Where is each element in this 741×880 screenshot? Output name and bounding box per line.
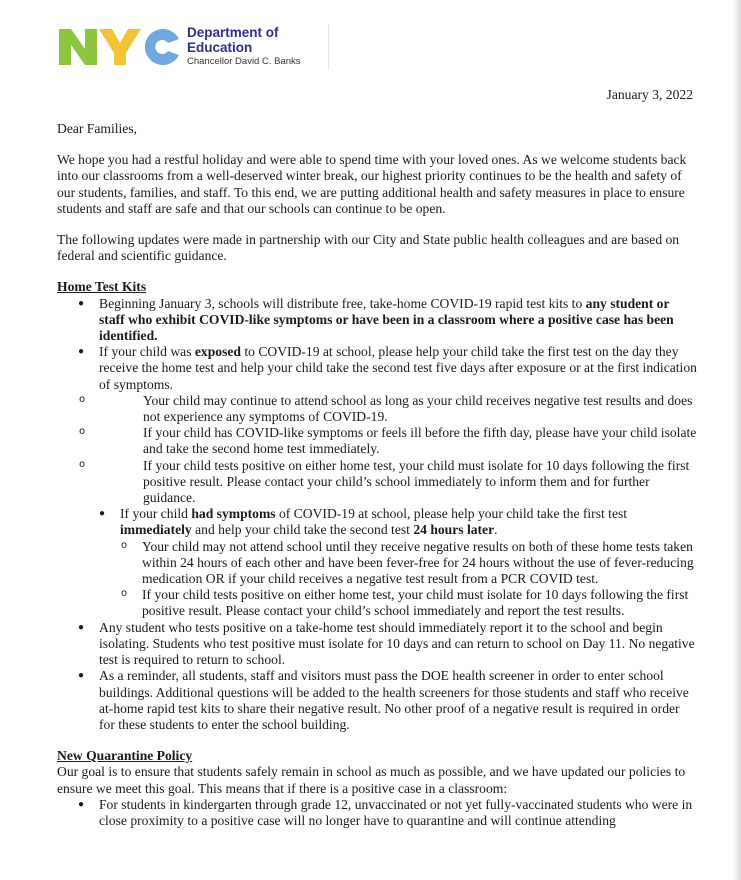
item-text: and help your child take the second test — [191, 522, 414, 538]
letter-date: January 3, 2022 — [606, 87, 693, 102]
list-item — [99, 506, 697, 538]
item-text: If your child — [120, 506, 192, 522]
updates-paragraph: The following updates were made in partnership with our City and State public health colleagues and are based on federal and scientific guidance. — [57, 232, 680, 264]
quarantine-intro: Our goal is to ensure that students safely remain in school as much as possible, and we have updated our policies to ensure we meet this goal. This means that if there is a positive case in a classroom: — [57, 764, 686, 796]
item-emphasis: exposed — [194, 344, 241, 360]
quarantine-list — [57, 797, 697, 829]
section-heading-quarantine-policy: New Quarantine Policy — [57, 748, 193, 764]
item-emphasis: any student or staff who exhibit COVID-like symptoms or have been in a classroom where a positive case has been identified. — [99, 295, 674, 344]
sub-list-item: o If your child tests positive on either home test, your child must isolate for 10 days following the first positive result. Please contact your child’s school immediately to inform them and for further guidance. — [57, 458, 697, 507]
list-item: ● As a reminder, all students, staff and visitors must pass the DOE health screener in order to enter school buildings. Additional questions will be added to the health screeners for those students and staff who receive at-home rapid test kits to share their negative result. No other proof of a negative result is required in order for these students to enter the school building. — [57, 668, 697, 733]
letter-body — [57, 121, 697, 829]
item-text: of COVID-19 at school, please help your child take the first test — [275, 506, 628, 522]
department-header — [187, 25, 301, 69]
header-divider — [328, 24, 329, 70]
list-item: ● For students in kindergarten through grade 12, unvaccinated or not yet fully-vaccinated students who were in close proximity to a positive case will no longer have to quarantine and will continue attending — [57, 797, 697, 829]
home-test-list — [57, 296, 697, 507]
item-text: If your child was — [99, 344, 195, 360]
home-test-list-symptoms — [99, 506, 697, 538]
item-emphasis: 24 hours later — [413, 522, 495, 538]
page-edge-shadow — [733, 0, 741, 880]
list-item: ● Any student who tests positive on a take-home test should immediately report it to the school and begin isolating. Students who test positive must isolate for 10 days and can return to school on Day 11. No negative test is required to return to school. — [57, 620, 697, 669]
item-text: to COVID-19 at school, please help your child take the first test on the day they receive the home test and help your child take the second test five days after exposure or at the first indication of symptoms. — [99, 344, 697, 392]
list-item — [57, 296, 697, 345]
item-text: . — [494, 522, 498, 538]
dept-name-line2: Education — [187, 40, 253, 55]
item-emphasis: had symptoms — [191, 506, 276, 522]
sub-list-item: o If your child tests positive on either home test, your child must isolate for 10 days following the first positive result. Please contact your child’s school immediately and report the test results. — [99, 587, 697, 619]
sub-list — [57, 393, 697, 506]
greeting: Dear Families, — [57, 121, 138, 136]
item-emphasis: immediately — [120, 522, 192, 538]
sub-list-item: o Your child may not attend school until they receive negative results on both of these home tests taken within 24 hours of each other and have been fever-free for 24 hours without the use of fever-reducing medication OR if your child receives a negative test result from a PCR COVID test. — [99, 539, 697, 588]
symptoms-sub-list — [99, 539, 697, 620]
dept-name-line1: Department of — [187, 25, 279, 40]
item-text: Beginning January 3, schools will distribute free, take-home COVID-19 rapid test kits to — [99, 295, 586, 311]
home-test-list-cont — [57, 620, 697, 733]
nyc-logo — [57, 25, 181, 69]
sub-list-item: o If your child has COVID-like symptoms or feels ill before the fifth day, please have your child isolate and take the second home test immediately. — [57, 425, 697, 457]
section-heading-home-test-kits: Home Test Kits — [57, 279, 147, 295]
intro-paragraph: We hope you had a restful holiday and were able to spend time with your loved ones. As we welcome students back into our classrooms from a well-deserved winter break, our highest priority continues to be the health and safety of our students, families, and staff. To this end, we are putting additional health and safety measures in place to ensure students and staff are safe and that our schools can continue to be open. — [57, 152, 687, 216]
sub-list-item: o Your child may continue to attend school as long as your child receives negative test results and does not experience any symptoms of COVID-19. — [57, 393, 697, 425]
chancellor-line: Chancellor David C. Banks — [187, 56, 301, 67]
list-item — [57, 344, 697, 506]
